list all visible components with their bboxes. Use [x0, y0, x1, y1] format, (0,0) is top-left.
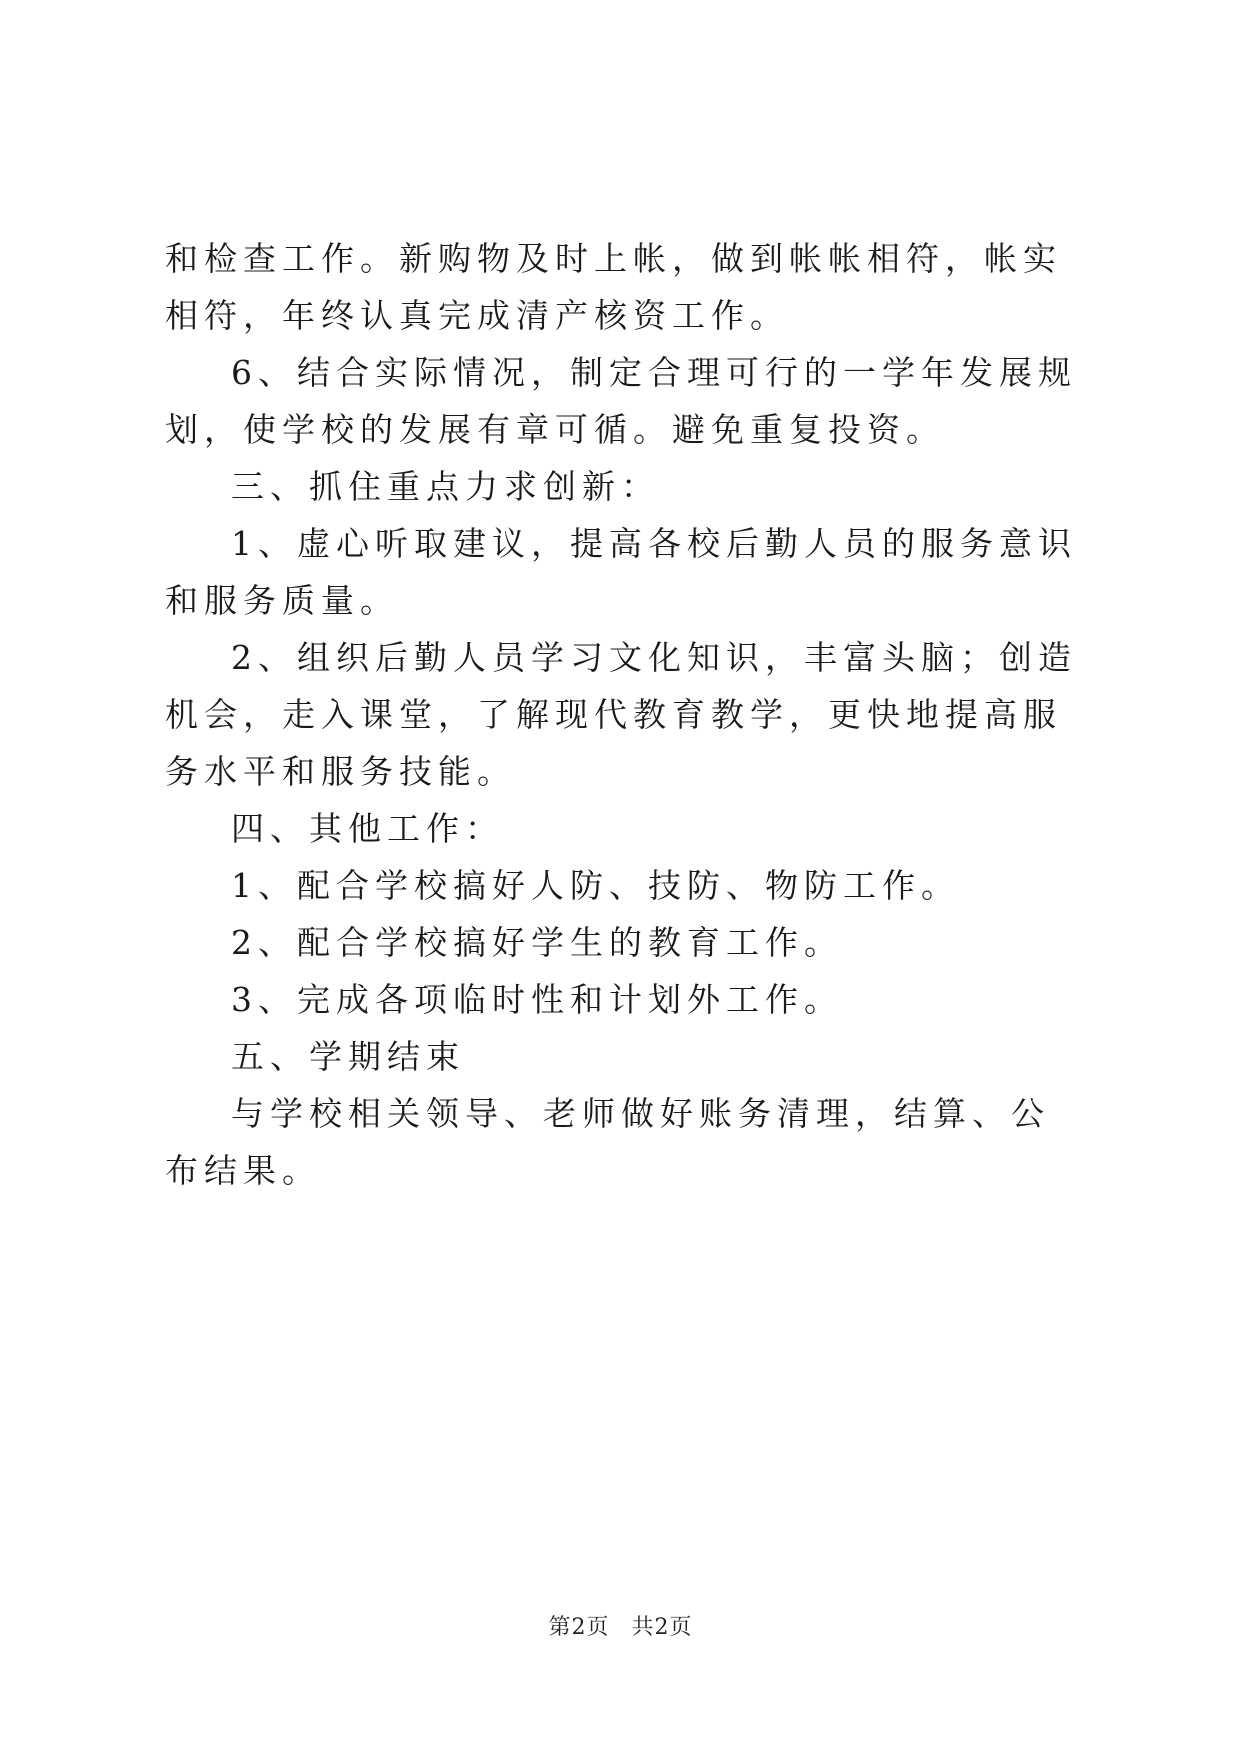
- page-footer: [0, 1610, 1241, 1641]
- paragraph: 6、结合实际情况，制定合理可行的一学年发展规划，使学校的发展有章可循。避免重复投资。: [165, 353, 1077, 449]
- page-number: 第2页: [548, 1615, 610, 1640]
- list-item: 2、配合学校搞好学生的教育工作。: [231, 923, 843, 962]
- section-heading: 三、抓住重点力求创新：: [231, 467, 660, 506]
- paragraph: 与学校相关领导、老师做好账务清理，结算、公布结果。: [165, 1094, 1050, 1190]
- section-heading: 四、其他工作：: [231, 809, 504, 848]
- document-body: [165, 230, 1085, 1199]
- paragraph: 和检查工作。新购物及时上帐，做到帐帐相符，帐实相符，年终认真完成清产核资工作。: [165, 239, 1062, 335]
- list-item: 1、虚心听取建议，提高各校后勤人员的服务意识和服务质量。: [165, 524, 1077, 620]
- list-item: 3、完成各项临时性和计划外工作。: [231, 980, 843, 1019]
- list-item: 1、配合学校搞好人防、技防、物防工作。: [231, 866, 960, 905]
- section-heading: 五、学期结束: [231, 1037, 465, 1076]
- list-item: 2、组织后勤人员学习文化知识，丰富头脑；创造机会，走入课堂，了解现代教育教学，更快地提高服务水平和服务技能。: [165, 638, 1077, 791]
- page-total: 共2页: [631, 1615, 693, 1640]
